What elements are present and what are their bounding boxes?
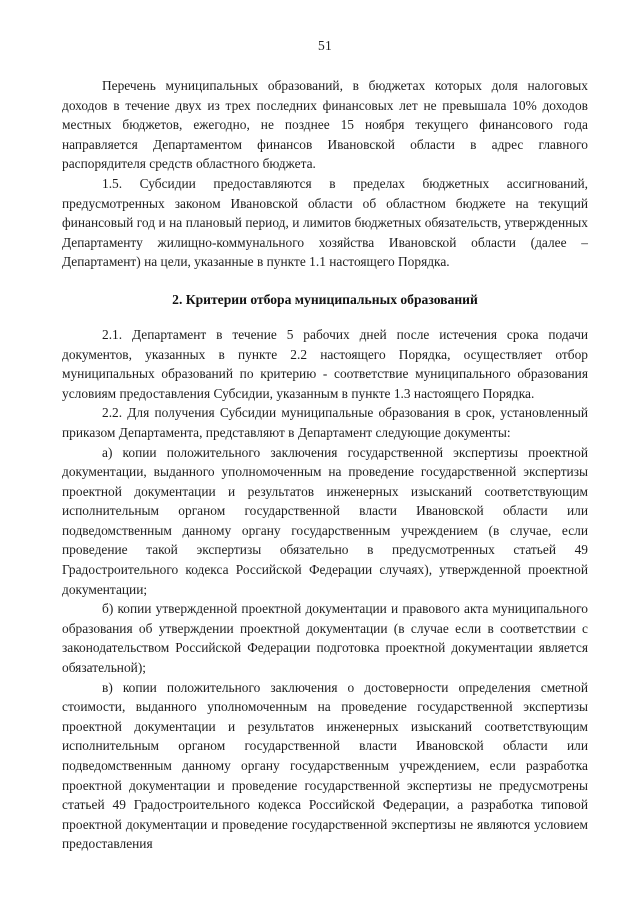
document-body bbox=[62, 76, 588, 854]
list-item-v: в) копии положительного заключения о достоверности определения сметной стоимости, выданного уполномоченным на проведение государственной экспертизы проектной документации и результатов инженерных изысканий соответствующим исполнительным органом государственной власти Ивановской области или подведомственным данному органу государственным учреждением, если разработка проектной документации и проведение государственной экспертизы не предусмотрены статьей 49 Градостроительного кодекса Российской Федерации, а разработка типовой проектной документации и проведение государственной экспертизы не являются условием предоставления bbox=[62, 679, 588, 852]
paragraph-1-5: 1.5. Субсидии предоставляются в пределах бюджетных ассигнований, предусмотренных законом Ивановской области об областном бюджете на текущий финансовый год и на плановый период, и лимитов бюджетных обязательств, утвержденных Департаменту жилищно-коммунального хозяйства Ивановской области (далее – Департамент) на цели, указанные в пункте 1.1 настоящего Порядка. bbox=[62, 175, 588, 270]
section-heading-2: 2. Критерии отбора муниципальных образований bbox=[172, 291, 478, 307]
heading-spacer bbox=[62, 272, 588, 276]
paragraph-2-2: 2.2. Для получения Субсидии муниципальные образования в срок, установленный приказом Департамента, представляют в Департамент следующие документы: bbox=[62, 405, 588, 440]
list-item-b: б) копии утвержденной проектной документации и правового акта муниципального образования об утверждении проектной документации (в случае если в соответствии с законодательством Российской Федерации подготовка проектной документации является обязательной); bbox=[62, 601, 588, 676]
list-item-a: а) копии положительного заключения государственной экспертизы проектной документации, выданного уполномоченным на проведение государственной экспертизы проектной документации и результатов инженерных изысканий соответствующим исполнительным органом государственной власти Ивановской области или подведомственным данному органу государственным учреждением (в случае, если проведение такой экспертизы обязательно в предусмотренных статьей 49 Градостроительного кодекса Российской Федерации случаях), утвержденной проектной документации; bbox=[62, 444, 588, 597]
paragraph-intro: Перечень муниципальных образований, в бюджетах которых доля налоговых доходов в течение двух из трех последних финансовых лет не превышала 10% доходов местных бюджетов, ежегодно, не позднее 15 ноября текущего финансового года направляется Департаментом финансов Ивановской области в адрес главного распорядителя средств областного бюджета. bbox=[62, 78, 588, 172]
page-number: 51 bbox=[318, 38, 332, 53]
paragraph-2-1: 2.1. Департамент в течение 5 рабочих дней после истечения срока подачи документов, указанных в пункте 2.2 настоящего Порядка, осуществляет отбор муниципальных образований по критерию - соответствие муниципального образования условиям предоставления Субсидии, указанным в пункте 1.3 настоящего Порядка. bbox=[62, 326, 588, 401]
